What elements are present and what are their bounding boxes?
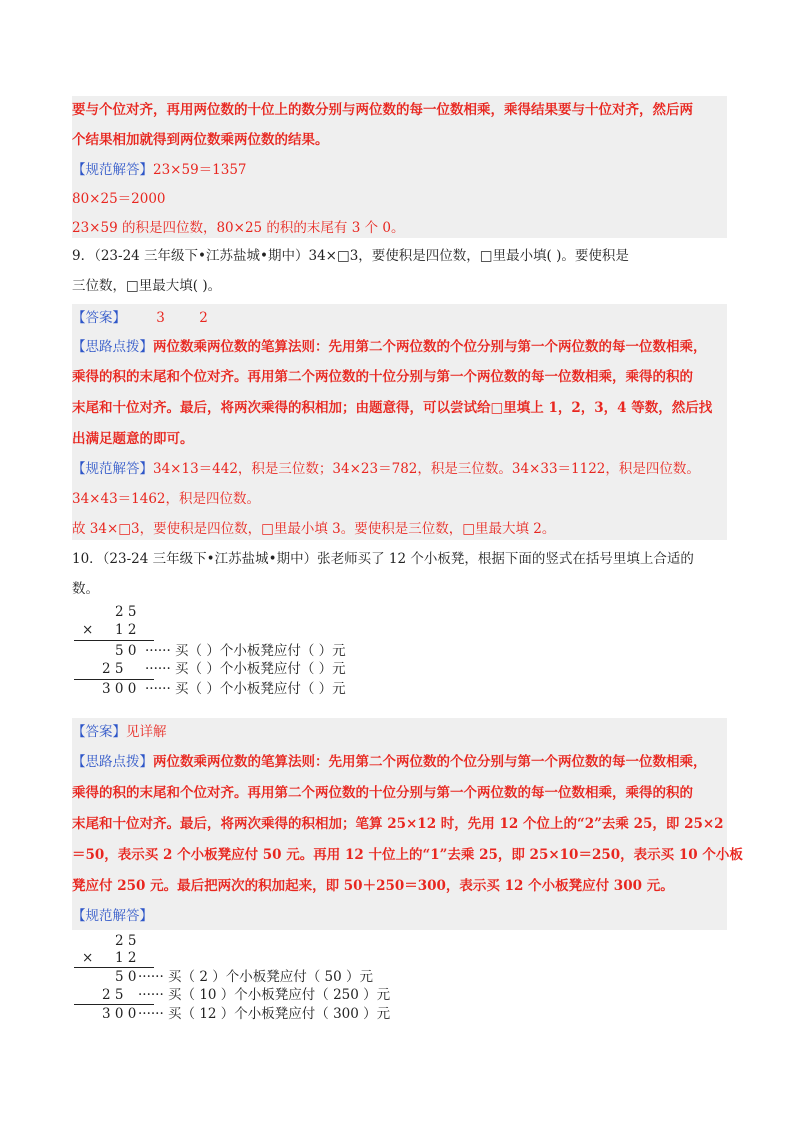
q9-question-line-2: 三位数，□里最大填( )。 <box>72 278 222 294</box>
q10-answer-row <box>72 723 167 741</box>
sol-calc-multiplier: 1 2 <box>115 950 137 966</box>
sol-calc-times-sign: × <box>82 950 94 966</box>
q10-question-line-1: 10．（23-24 三年级下•江苏盐城•期中）张老师买了 12 个小板凳，根据下面的竖式在括号里填上合适的 <box>72 551 694 567</box>
sol-calc-product: 3 0 0 <box>102 1006 137 1022</box>
q10-hint-1: 两位数乘两位数的笔算法则：先用第二个两位数的个位分别与第一个两位数的每一位数相乘， <box>153 754 707 770</box>
q9-hint-1: 两位数乘两位数的笔算法则：先用第二个两位数的个位分别与第一个两位数的每一位数相乘， <box>153 339 707 355</box>
prev-explanation-line-1: 要与个位对齐，再用两位数的十位上的数分别与两位数的每一位数相乘，乘得结果要与十位对齐，然后两 <box>72 102 693 118</box>
q9-question-line-1: 9．（23-24 三年级下•江苏盐城•期中）34×□3，要使积是四位数，□里最小填( )。要使积是 <box>72 248 629 264</box>
q9-answer-row <box>72 309 208 327</box>
prev-answer-3: 23×59 的积是四位数，80×25 的积的末尾有 3 个 0。 <box>72 220 405 236</box>
q10-question-line-2: 数。 <box>72 581 99 597</box>
calc-label-2: ······ 买（ ）个小板凳应付（ ）元 <box>145 661 346 677</box>
sol-calc-label-3: ······ 买（ 12 ）个小板凳应付（ 300 ）元 <box>138 1006 391 1022</box>
q10-solution-tag-row <box>72 907 153 925</box>
standard-answer-tag: 【规范解答】 <box>72 162 153 178</box>
q9-hint-3: 末尾和十位对齐。最后，将两次乘得的积相加；由题意得，可以尝试给□里填上 1，2，3，4 等数，然后找 <box>72 400 713 416</box>
calc-partial-1: 5 0 <box>115 643 137 659</box>
standard-answer-tag: 【规范解答】 <box>72 461 153 477</box>
sol-calc-label-1: ······ 买（ 2 ）个小板凳应付（ 50 ）元 <box>138 969 373 985</box>
answer-tag: 【答案】 <box>72 310 126 326</box>
q10-hint-5: 凳应付 250 元。最后把两次的积加起来，即 50＋250＝300，表示买 12 个小板凳应付 300 元。 <box>72 878 674 894</box>
calc-product: 3 0 0 <box>102 681 137 697</box>
calc-rule-1 <box>74 640 154 641</box>
calc-label-3: ······ 买（ ）个小板凳应付（ ）元 <box>145 681 346 697</box>
q10-hint-3: 末尾和十位对齐。最后，将两次乘得的积相加；笔算 25×12 时，先用 12 个位上的“2”去乘 25，即 25×2 <box>72 816 724 832</box>
sol-calc-rule-1 <box>74 967 154 968</box>
prev-explanation-line-2: 个结果相加就得到两位数乘两位数的结果。 <box>72 132 329 148</box>
calc-multiplier: 1 2 <box>115 622 137 638</box>
prev-answer-1: 23×59＝1357 <box>153 162 247 178</box>
q10-hint-2: 乘得的积的末尾和个位对齐。再用第二个两位数的十位分别与第一个两位数的每一位数相乘，乘得的积的 <box>72 785 693 801</box>
q9-solution-row <box>72 460 700 478</box>
q9-hint-2: 乘得的积的末尾和个位对齐。再用第二个两位数的十位分别与第一个两位数的每一位数相乘，乘得的积的 <box>72 369 693 385</box>
q9-answer-2: 2 <box>199 310 208 326</box>
q9-solution-3: 故 34×□3，要使积是四位数，□里最小填 3。要使积是三位数，□里最大填 2。 <box>72 521 556 537</box>
sol-calc-label-2: ······ 买（ 10 ）个小板凳应付（ 250 ）元 <box>138 987 391 1003</box>
sol-calc-partial-1: 5 0 <box>115 969 137 985</box>
q10-hint-row <box>72 753 707 771</box>
calc-partial-2: 2 5 <box>102 661 124 677</box>
sol-calc-rule-2 <box>74 1004 154 1005</box>
q9-solution-1: 34×13＝442，积是三位数；34×23＝782，积是三位数。34×33＝1122，积是四位数。 <box>153 461 700 477</box>
hint-tag: 【思路点拨】 <box>72 339 153 355</box>
hint-tag: 【思路点拨】 <box>72 754 153 770</box>
calc-multiplicand: 2 5 <box>115 604 137 620</box>
prev-solution-row <box>72 161 247 179</box>
calc-times-sign: × <box>82 622 94 638</box>
calc-rule-2 <box>74 679 154 680</box>
q9-hint-row <box>72 338 707 356</box>
sol-calc-multiplicand: 2 5 <box>115 933 137 949</box>
prev-answer-2: 80×25＝2000 <box>72 191 166 207</box>
q9-hint-4: 出满足题意的即可。 <box>72 431 194 447</box>
answer-tag: 【答案】 <box>72 724 126 740</box>
standard-answer-tag: 【规范解答】 <box>72 908 153 924</box>
q9-solution-2: 34×43＝1462，积是四位数。 <box>72 491 261 507</box>
q10-answer: 见详解 <box>126 724 167 740</box>
q10-hint-4: ＝50，表示买 2 个小板凳应付 50 元。再用 12 十位上的“1”去乘 25，即 25×10＝250，表示买 10 个小板 <box>72 847 743 863</box>
calc-label-1: ······ 买（ ）个小板凳应付（ ）元 <box>145 643 346 659</box>
q9-answer-1: 3 <box>156 310 165 326</box>
sol-calc-partial-2: 2 5 <box>102 987 124 1003</box>
